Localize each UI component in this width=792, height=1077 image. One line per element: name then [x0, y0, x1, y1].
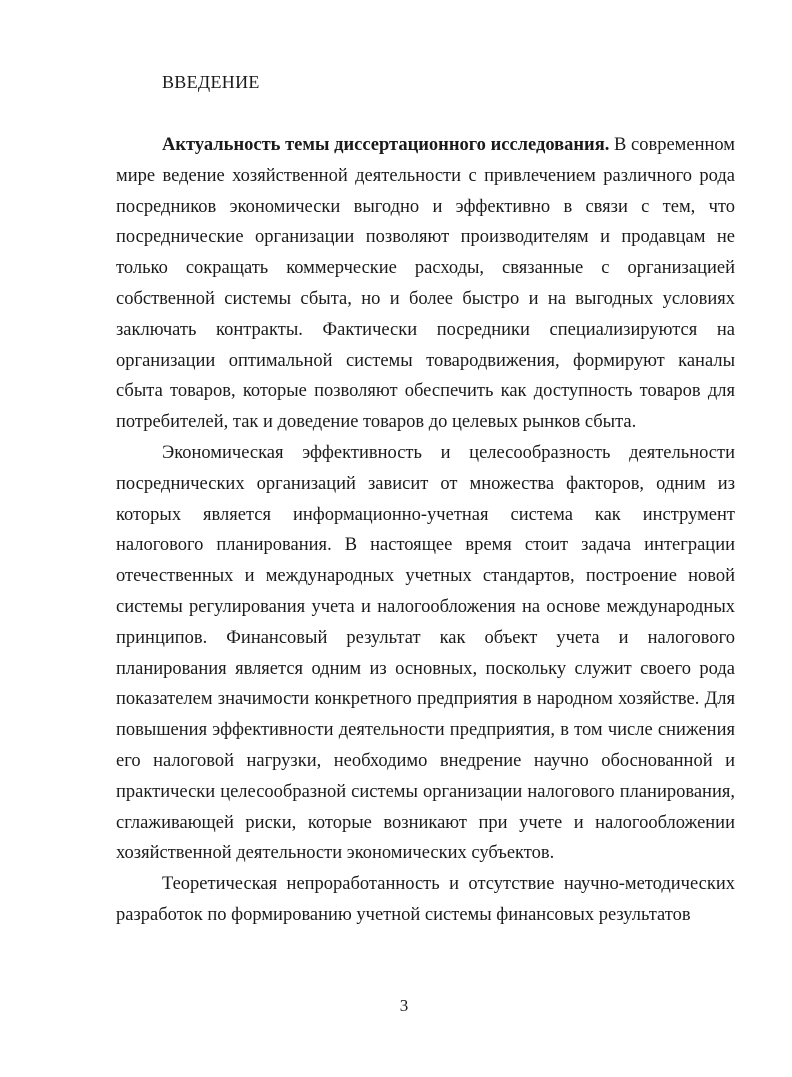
paragraph-text: Теоретическая непроработанность и отсутствие научно-методических разработок по формированию учетной системы финансовых результатов: [116, 874, 735, 925]
page-number: 3: [399, 996, 409, 1015]
paragraph-theory: [116, 869, 735, 931]
paragraph-lead-bold: Актуальность темы диссертационного исследования.: [162, 135, 610, 155]
body-text: [116, 130, 735, 931]
section-heading: ВВЕДЕНИЕ: [162, 72, 260, 92]
paragraph-relevance: [116, 130, 735, 438]
paragraph-text: В современном мире ведение хозяйственной деятельности с привлечением различного рода посредников экономически выгодно и эффективно в связи с тем, что посреднические организации позволяют производителям и продавцам не только сокращать коммерческие расходы, связанные с организацией собственной системы сбыта, но и более быстро и на выгодных условиях заключать контракты. Фактически посредники специализируются на организации оптимальной системы товародвижения, формируют каналы сбыта товаров, которые позволяют обеспечить как доступность товаров для потребителей, так и доведение товаров до целевых рынков сбыта.: [116, 135, 736, 433]
paragraph-efficiency: [116, 438, 735, 869]
paragraph-text: Экономическая эффективность и целесообразность деятельности посреднических организаций зависит от множества факторов, одним из которых является информационно-учетная система как инструмент налогового планирования. В настоящее время стоит задача интеграции отечественных и международных учетных стандартов, построение новой системы регулирования учета и налогообложения на основе международных принципов. Финансовый результат как объект учета и налогового планирования является одним из основных, поскольку служит своего рода показателем значимости конкретного предприятия в народном хозяйстве. Для повышения эффективности деятельности предприятия, в том числе снижения его налоговой нагрузки, необходимо внедрение научно обоснованной и практически целесообразной системы организации налогового планирования, сглаживающей риски, которые возникают при учете и налогообложении хозяйственной деятельности экономических субъектов.: [116, 442, 735, 864]
